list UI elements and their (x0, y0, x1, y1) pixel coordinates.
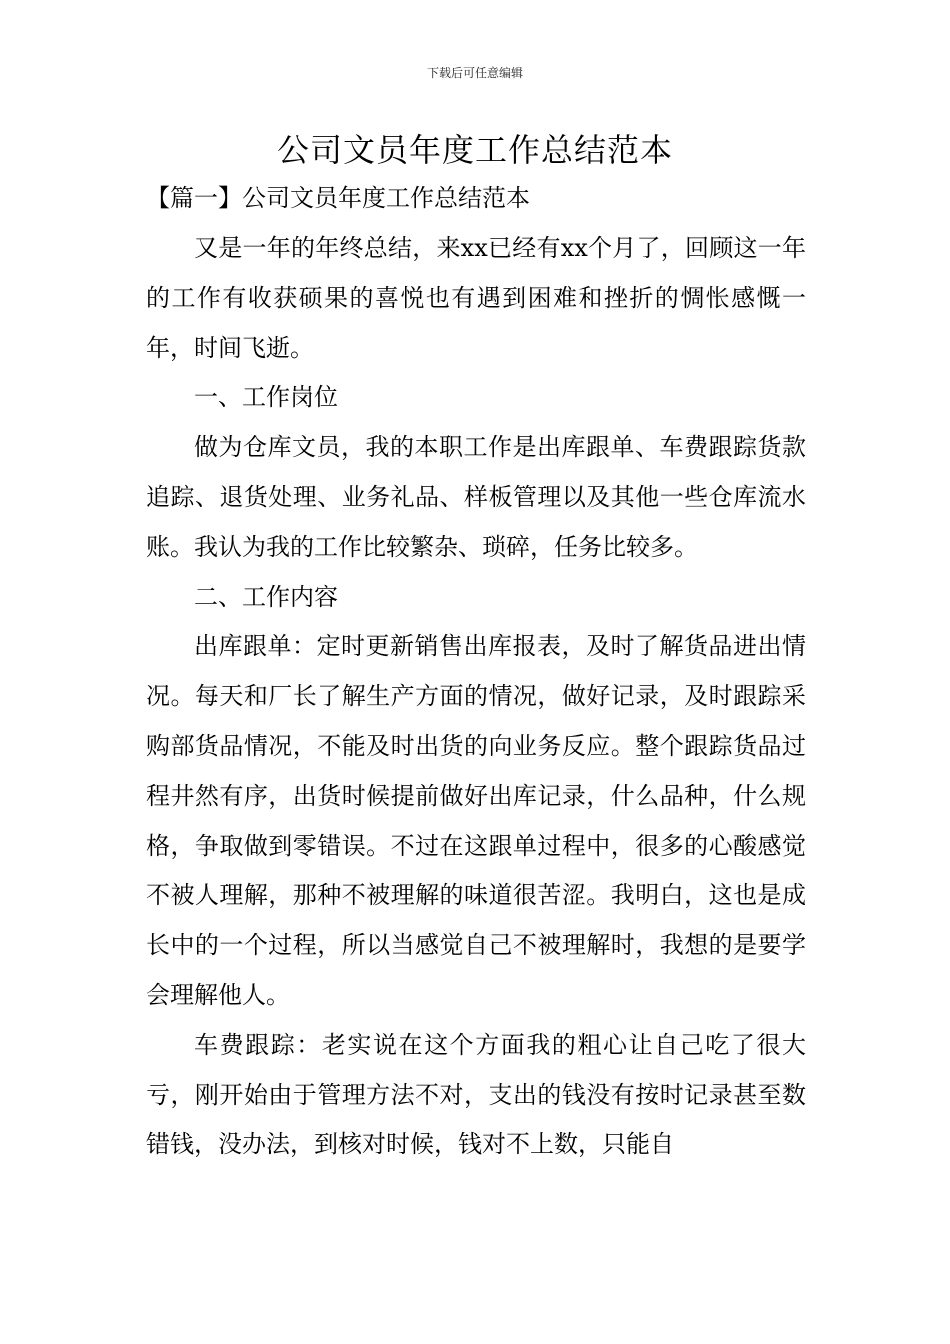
paragraph-freight-tracking: 车费跟踪：老实说在这个方面我的粗心让自己吃了很大亏，刚开始由于管理方法不对，支出的钱没有按时记录甚至数错钱，没办法，到核对时候，钱对不上数，只能自 (146, 1030, 806, 1159)
subheading-job-position: 一、工作岗位 (194, 383, 338, 412)
subheading-job-content: 二、工作内容 (194, 582, 338, 611)
paragraph-intro: 又是一年的年终总结，来xx已经有xx个月了，回顾这一年的工作有收获硕果的喜悦也有遇到困难和挫折的惆怅感慨一年，时间飞逝。 (146, 234, 806, 362)
header-note: 下载后可任意编辑 (426, 66, 523, 80)
paragraph-job-position: 做为仓库文员，我的本职工作是出库跟单、车费跟踪货款追踪、退货处理、业务礼品、样板管理以及其他一些仓库流水账。我认为我的工作比较繁杂、琐碎，任务比较多。 (146, 433, 806, 561)
section-heading: 【篇一】公司文员年度工作总结范本 (146, 184, 530, 212)
document-body (146, 224, 806, 1170)
paragraph-outbound-tracking: 出库跟单：定时更新销售出库报表，及时了解货品进出情况。每天和厂长了解生产方面的情况，做好记录，及时跟踪采购部货品情况，不能及时出货的向业务反应。整个跟踪货品过程井然有序，出货时候提前做好出库记录，什么品种，什么规格，争取做到零错误。不过在这跟单过程中，很多的心酸感觉不被人理解，那种不被理解的味道很苦涩。我明白，这也是成长中的一个过程，所以当感觉自己不被理解时，我想的是要学会理解他人。 (146, 632, 806, 1009)
document-title: 公司文员年度工作总结范本 (276, 131, 673, 169)
